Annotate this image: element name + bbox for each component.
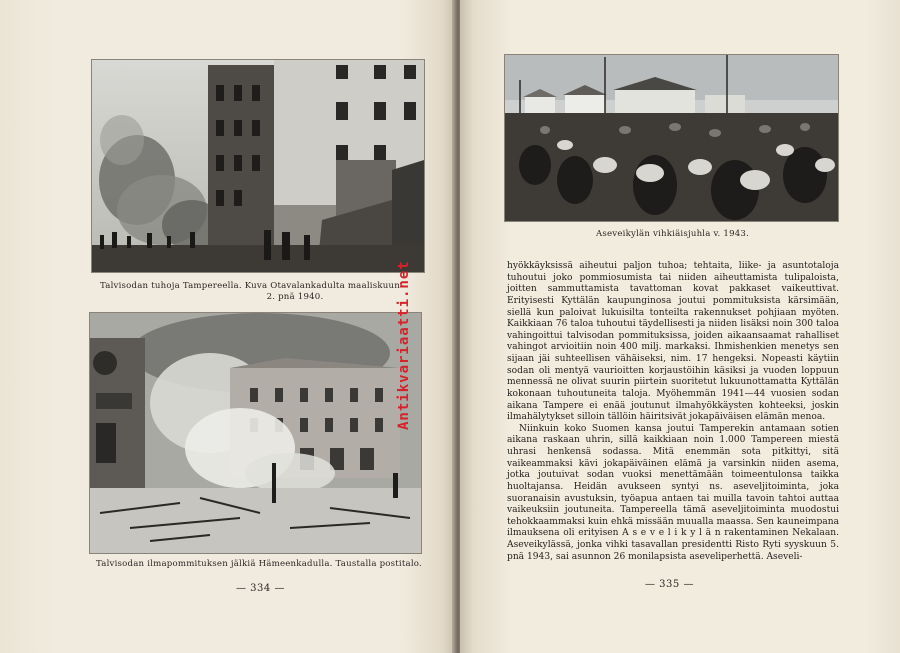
photo-top-caption (100, 281, 430, 303)
photo-ceremony-caption: Aseveikylän vihkiäisjuhla v. 1943. (596, 229, 750, 239)
photo-bottom-caption: Talvisodan ilmapommituksen jälkiä Hämeenkadulla. Taustalla postitalo. (96, 559, 422, 569)
page-number-right: — 335 — (645, 579, 694, 590)
photo-bombed-street (90, 313, 421, 553)
photo-ruined-building (92, 60, 424, 272)
photo-top-caption-line1: Talvisodan tuhoja Tampereella. Kuva Otavalankadulta maaliskuun (100, 281, 400, 291)
watermark: Antikvariaatti.net (396, 260, 412, 430)
body-paragraph: hyökkäyksissä aiheutui paljon tuhoa; tehtaita, liike- ja asuntotaloja tuhoutui joko pommiosumista tai niiden aiheuttamista tulipaloista, joitten sammuttamista tavattoman kovat pakkaset vaikeuttivat. Erityisesti Kyttälän kaupunginosa joutui pommituksista kärsimään, siellä kun paloivat lukuisilta tonteilta rakennukset pohjiaan myöten. Kaikkiaan 76 taloa tuhoutui täydellisesti ja niiden lisäksi noin 300 taloa vahingoittui talvisodan pommituksissa, joiden aikaansaamat rahalliset vahingot arvioitiin noin 400 milj. markaksi. Ihmishenkien menetys sen sijaan jäi suhteellisen vähäiseksi, nim. 17 hengeksi. Nopeasti käytiin sodan oli mentyä vaurioitten korjaustöihin käsiksi ja vuoden loppuun mennessä ne olivat suurin piirtein suoritetut lukuunottamatta Kyttälän kokonaan tuhoutuneita taloja. Myöhemmän 1941—44 vuosien sodan aikana Tampere ei enää joutunut ilmahyökkäysten kohteeksi, joskin ilmahälytykset silloin tällöin häiritsivät jokapäiväisen elämän menoa. (507, 261, 839, 423)
page-number-left: — 334 — (236, 583, 285, 594)
photo-top-caption-line2: 2. pnä 1940. (266, 292, 324, 302)
body-paragraph: Niinkuin koko Suomen kansa joutui Tamperekin antamaan sotien aikana raskaan uhrin, sillä kaikkiaan noin 1.000 Tampereen miestä uhrasi henkensä sodassa. Mitä enemmän sota pitkittyi, sitä vaikeammaksi kävi jokapäiväinen elämä ja varsinkin niiden asema, jotka joutuivat sodan vuoksi menettämään toimeentulonsa taikka huoltajansa. Heidän avukseen syntyi ns. aseveljitoiminta, joka suoranaisin avustuksin, työapua antaen tai muilla tavoin tahtoi auttaa vaikeuksiin joutuneita. Tampereella tämä aseveljitoiminta muodostui tehokkaammaksi kuin ehkä missään muualla maassa. Sen kauneimpana ilmauksena oli erityisen A s e v e l i k y l ä n rakentaminen Nekalaan. Aseveikylässä, jonka vihki tasavallan presidentti Risto Ryti syyskuun 5. pnä 1943, sai asunnon 26 monilapsista aseveliperhettä. Aseveli- (507, 423, 839, 562)
photo-ceremony-crowd (505, 55, 838, 221)
body-text (507, 261, 839, 563)
